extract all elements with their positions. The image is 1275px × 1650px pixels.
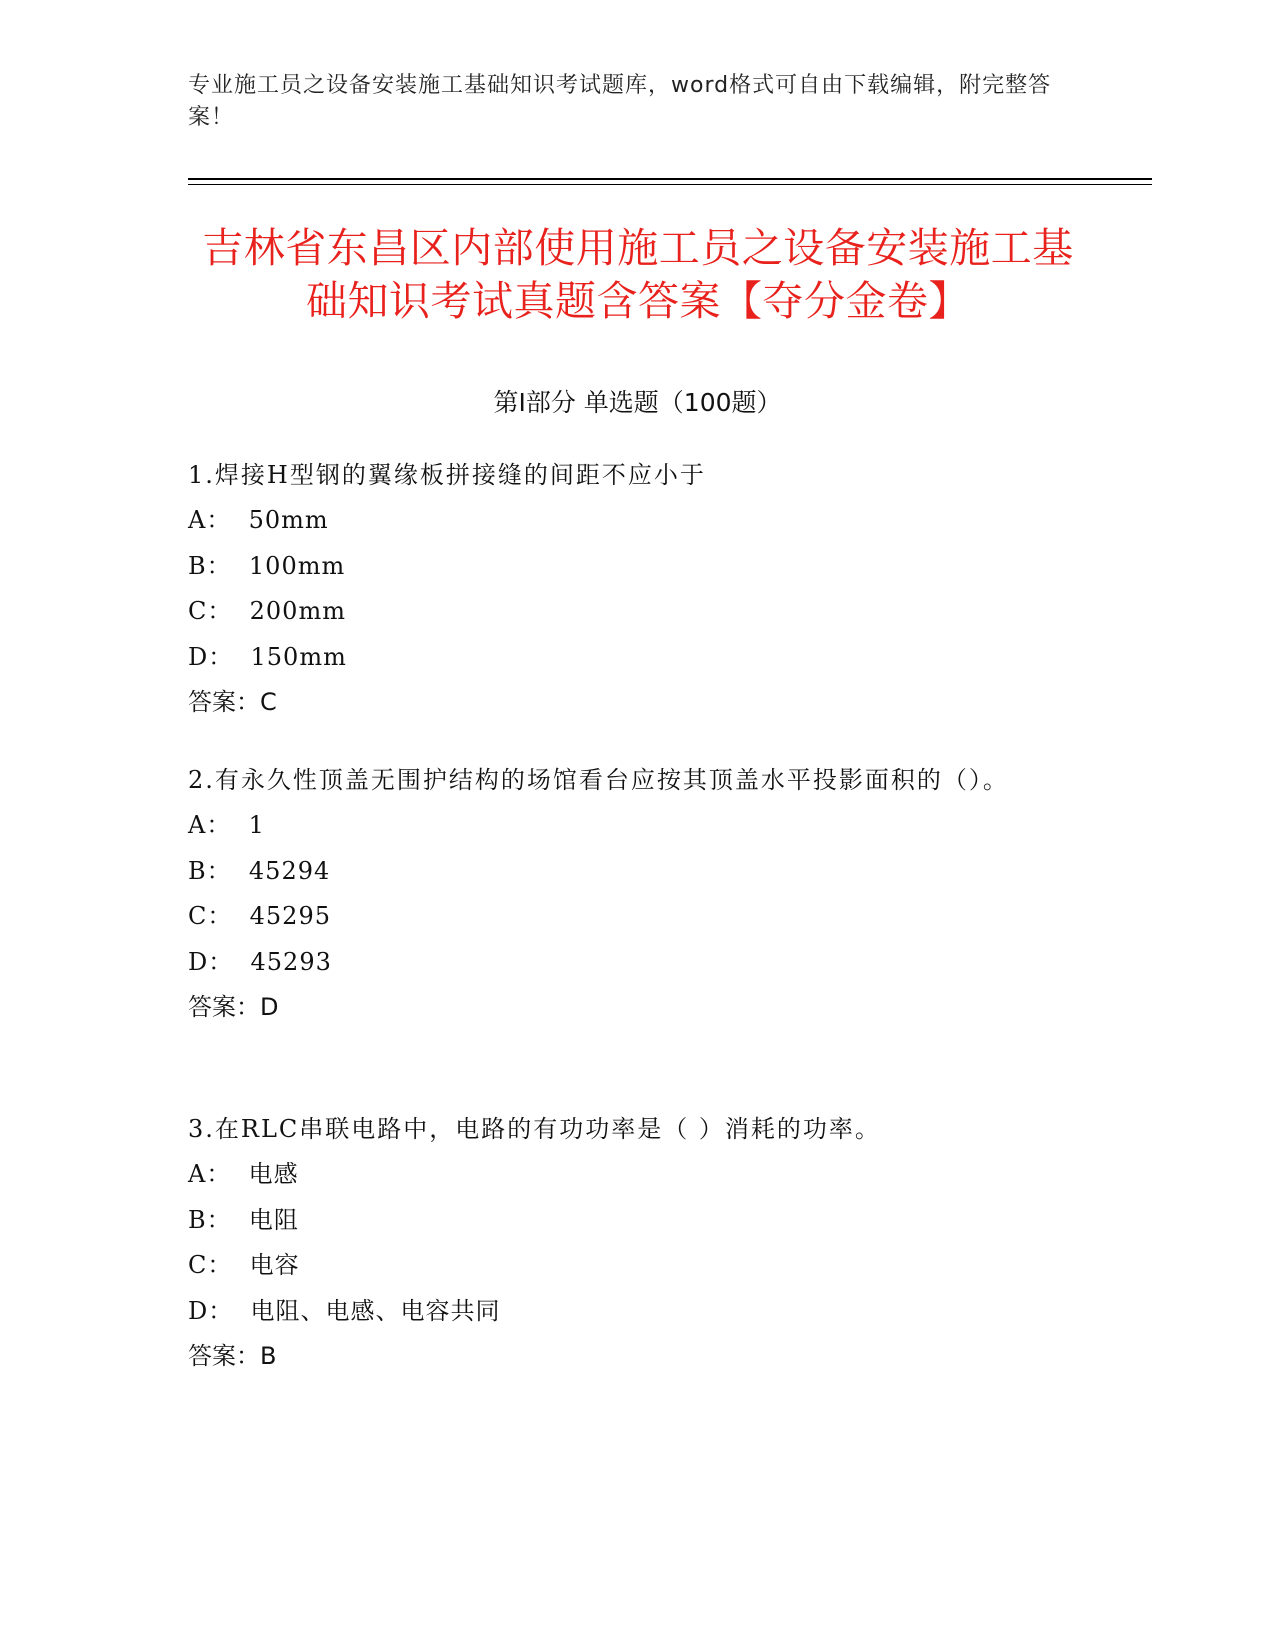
answer-value: C <box>260 688 277 716</box>
option-c: C： 45295 <box>188 902 331 930</box>
option-a: A： 50mm <box>188 506 329 534</box>
answer-line <box>188 680 1068 726</box>
option-text: 50mm <box>248 506 329 534</box>
option-letter: B <box>188 1205 207 1234</box>
option-letter: B <box>188 856 207 885</box>
option-text: 电阻、电感、电容共同 <box>250 1296 501 1325</box>
answer-value: D <box>260 993 279 1021</box>
option-text: 100mm <box>248 551 346 580</box>
option-text: 200mm <box>249 597 346 625</box>
answer-label: 答案： <box>188 1342 260 1370</box>
option-letter: A <box>188 506 207 534</box>
header-rule-thick <box>188 178 1152 180</box>
option-text: 150mm <box>250 642 347 671</box>
option-text: 45293 <box>250 947 332 976</box>
answer-label: 答案： <box>188 688 260 716</box>
option-d: D： 45293 <box>188 947 332 976</box>
question-text: 2.有永久性顶盖无围护结构的场馆看台应按其顶盖水平投影面积的（）。 <box>188 766 1009 794</box>
option-b: B： 电阻 <box>188 1205 299 1234</box>
option-text: 45295 <box>249 902 331 930</box>
option-c: C： 电容 <box>188 1251 300 1279</box>
answer-line <box>188 985 1068 1031</box>
option-text: 45294 <box>248 856 331 885</box>
option-d: D： 电阻、电感、电容共同 <box>188 1296 501 1325</box>
question-text: 3.在RLC串联电路中，电路的有功功率是（ ）消耗的功率。 <box>188 1115 881 1143</box>
option-letter: D <box>188 1296 209 1325</box>
document-title: 吉林省东昌区内部使用施工员之设备安装施工基础知识考试真题含答案【夺分金卷】 <box>202 224 1074 325</box>
header-rule-thin <box>188 184 1152 185</box>
question-2 <box>188 757 1068 1031</box>
option-letter: C <box>188 1251 208 1279</box>
section-heading: 第Ⅰ部分 单选题（100题） <box>493 388 782 417</box>
option-c: C： 200mm <box>188 597 346 625</box>
option-a: A： 电感 <box>188 1160 299 1188</box>
question-3 <box>188 1106 1068 1380</box>
option-a: A： 1 <box>188 811 265 839</box>
option-letter: A <box>188 1160 207 1188</box>
answer-label: 答案： <box>188 993 260 1021</box>
question-text: 1.焊接H型钢的翼缘板拼接缝的间距不应小于 <box>188 461 706 489</box>
answer-value: B <box>260 1342 277 1370</box>
option-letter: D <box>188 947 209 976</box>
option-letter: C <box>188 597 208 625</box>
option-letter: C <box>188 902 208 930</box>
option-text: 电感 <box>248 1160 299 1188</box>
option-text: 1 <box>248 811 265 839</box>
option-d: D： 150mm <box>188 642 347 671</box>
header-note: 专业施工员之设备安装施工基础知识考试题库，word格式可自由下载编辑，附完整答案！ <box>188 73 1052 130</box>
option-letter: B <box>188 551 207 580</box>
option-text: 电容 <box>249 1251 300 1279</box>
option-letter: D <box>188 642 209 671</box>
option-text: 电阻 <box>248 1205 299 1234</box>
option-b: B： 100mm <box>188 551 346 580</box>
answer-line <box>188 1334 1068 1380</box>
option-letter: A <box>188 811 207 839</box>
question-1 <box>188 452 1068 726</box>
option-b: B： 45294 <box>188 856 331 885</box>
